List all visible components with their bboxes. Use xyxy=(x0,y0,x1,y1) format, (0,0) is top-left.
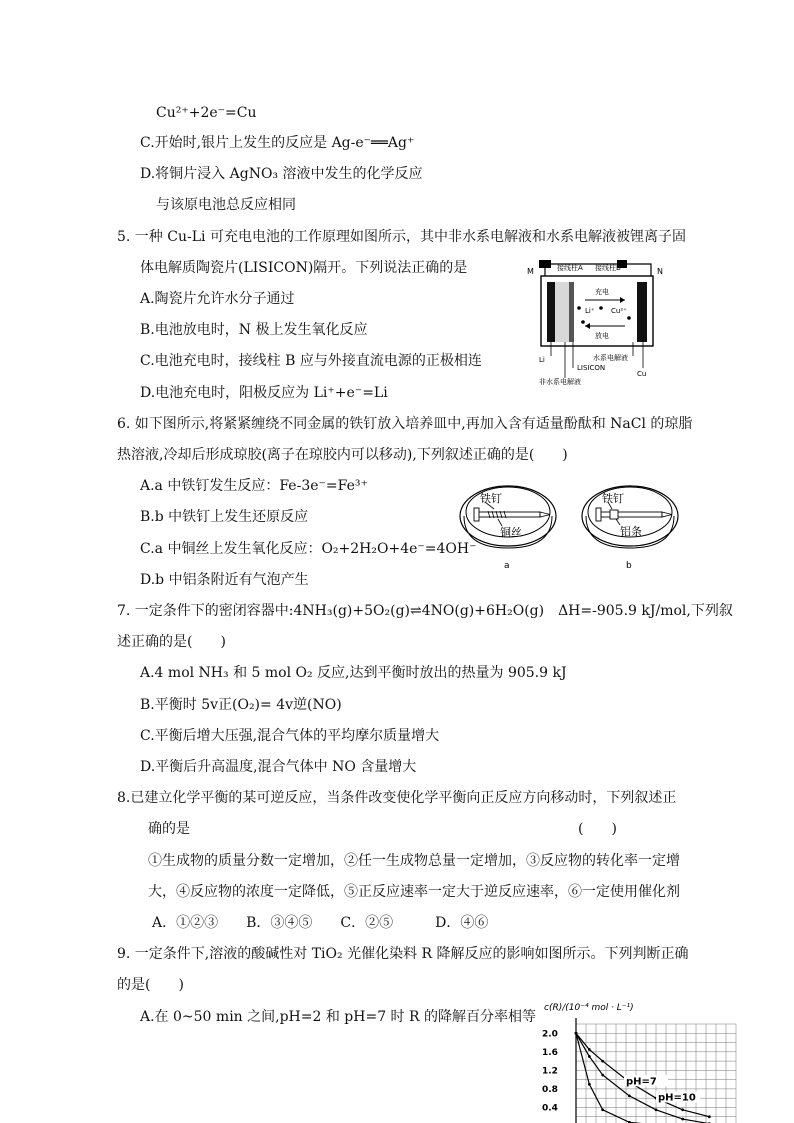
question-9-stem: 9. 一定条件下,溶液的酸碱性对 TiO₂ 光催化染料 R 降解反应的影响如图所示。下列判断正确 xyxy=(117,946,689,962)
lisicon-label: LISICON xyxy=(577,364,606,372)
lisicon-membrane xyxy=(569,282,574,342)
text-line: D.将铜片浸入 AgNO₃ 溶液中发生的化学反应 xyxy=(140,166,423,182)
cu-label: Cu xyxy=(637,370,647,378)
data-point xyxy=(601,1108,604,1111)
chart-ylabel: c(R)/(10⁻⁴ mol · L⁻¹) xyxy=(544,1003,634,1013)
option-d: D.平衡后升高温度,混合气体中 NO 含量增大 xyxy=(140,759,417,775)
option-d: D.b 中铝条附近有气泡产生 xyxy=(140,572,309,588)
option-b: B.电池放电时，N 极上发生氧化反应 xyxy=(140,322,368,338)
y-tick-label: 0.8 xyxy=(542,1084,558,1095)
text-line: Cu²⁺+2e⁻=Cu xyxy=(156,105,257,121)
text-line: 确的是 xyxy=(148,821,190,837)
option-a: A.在 0~50 min 之间,pH=2 和 pH=7 时 R 的降解百分率相等 xyxy=(140,1009,536,1025)
data-point xyxy=(681,1118,684,1121)
charge-label: 充电 xyxy=(595,288,609,296)
n-label: N xyxy=(657,267,663,276)
option-a: A.陶瓷片允许水分子通过 xyxy=(140,291,295,307)
m-label: M xyxy=(527,267,534,276)
data-point xyxy=(588,1083,591,1086)
data-point xyxy=(655,1108,658,1111)
post-a-label: 接线柱A xyxy=(557,264,583,272)
dish-b xyxy=(582,486,678,571)
a-nail-label: 铁钉 xyxy=(480,492,502,505)
y-tick-label: 1.6 xyxy=(542,1047,558,1058)
post-a xyxy=(539,260,551,268)
data-point xyxy=(575,1032,578,1035)
dish-a xyxy=(460,486,556,571)
degradation-chart xyxy=(536,996,746,1123)
b-strip-label: 铝条 xyxy=(620,525,642,538)
option-c: C.平衡后增大压强,混合气体的平均摩尔质量增大 xyxy=(140,728,440,744)
battery-figure xyxy=(525,258,675,388)
a-tag: a xyxy=(504,561,510,571)
data-point xyxy=(708,1115,711,1118)
question-8-stem: 8.已建立化学平衡的某可逆反应，当条件改变使化学平衡向正反应方向移动时，下列叙述正 xyxy=(117,790,677,806)
aqueous-label: 水系电解液 xyxy=(593,354,628,362)
b-tag: b xyxy=(626,561,632,571)
option-b: B.b 中铁钉上发生还原反应 xyxy=(140,509,309,525)
cu-electrode xyxy=(637,282,647,342)
data-point xyxy=(601,1060,604,1063)
series-label: pH=10 xyxy=(658,1092,696,1104)
data-point xyxy=(588,1048,591,1051)
li-ion-label: Li⁺ xyxy=(585,307,595,315)
li-label: Li xyxy=(539,356,545,364)
text-line: ①生成物的质量分数一定增加，②任一生成物总量一定增加，③反应物的转化率一定增 xyxy=(148,853,680,869)
nonaqueous-label: 非水系电解液 xyxy=(539,378,581,386)
li-electrode xyxy=(547,282,555,342)
option-a: A.4 mol NH₃ 和 5 mol O₂ 反应,达到平衡时放出的热量为 905.9 kJ xyxy=(140,665,567,681)
y-tick-label: 0.4 xyxy=(542,1103,558,1114)
text-line: 体电解质陶瓷片(LISICON)隔开。下列说法正确的是 xyxy=(140,260,468,276)
post-b-label: 接线柱B xyxy=(595,264,621,272)
data-point xyxy=(588,1055,591,1058)
text-line: 述正确的是( ) xyxy=(117,634,226,650)
text-line: 大，④反应物的浓度一定降低，⑤正反应速率一定大于逆反应速率，⑥一定使用催化剂 xyxy=(148,884,680,900)
data-point xyxy=(601,1074,604,1077)
question-5-stem: 5. 一种 Cu-Li 可充电电池的工作原理如图所示，其中非水系电解液和水系电解液被锂离子固 xyxy=(117,229,686,245)
discharge-label: 放电 xyxy=(595,332,609,340)
text-line: 的是( ) xyxy=(117,977,184,993)
b-nail-label: 铁钉 xyxy=(602,492,624,505)
option-c: C.电池充电时，接线柱 B 应与外接直流电源的正极相连 xyxy=(140,353,482,369)
answer-options: A．①②③ B．③④⑤ C．②⑤ D．④⑥ xyxy=(152,915,489,931)
text-line: 与该原电池总反应相同 xyxy=(156,197,296,213)
y-tick-label: 2.0 xyxy=(542,1029,558,1040)
question-7-stem: 7. 一定条件下的密闭容器中:4NH₃(g)+5O₂(g)⇌4NO(g)+6H₂O(g) ΔH=-905.9 kJ/mol,下列叙 xyxy=(117,603,733,619)
y-tick-label: 1.2 xyxy=(542,1066,558,1077)
nonaqueous-region xyxy=(555,282,569,342)
option-d: D.电池充电时，阳极反应为 Li⁺+e⁻=Li xyxy=(140,385,388,401)
text-line: 热溶液,冷却后形成琼胶(离子在琼胶内可以移动),下列叙述正确的是( ) xyxy=(117,447,568,463)
cu-ion-label: Cu²⁺ xyxy=(611,307,627,315)
question-6-stem: 6. 如下图所示,将紧紧缠绕不同金属的铁钉放入培养皿中,再加入含有适量酚酞和 NaCl 的琼脂 xyxy=(117,416,693,432)
option-c: C.a 中铜丝上发生氧化反应：O₂+2H₂O+4e⁻=4OH⁻ xyxy=(140,541,477,557)
option-a: A.a 中铁钉发生反应：Fe-3e⁻=Fe³⁺ xyxy=(140,478,368,494)
option-b: B.平衡时 5v正(O₂)= 4v逆(NO) xyxy=(140,697,342,713)
a-wire-label: 铜丝 xyxy=(500,526,522,539)
data-point xyxy=(628,1094,631,1097)
series-label: pH=7 xyxy=(626,1076,657,1088)
answer-blank: ( ) xyxy=(578,821,617,837)
petri-dish-figure xyxy=(458,478,683,573)
data-point xyxy=(681,1108,684,1111)
text-line: C.开始时,银片上发生的反应是 Ag-e⁻══Ag⁺ xyxy=(140,135,415,151)
